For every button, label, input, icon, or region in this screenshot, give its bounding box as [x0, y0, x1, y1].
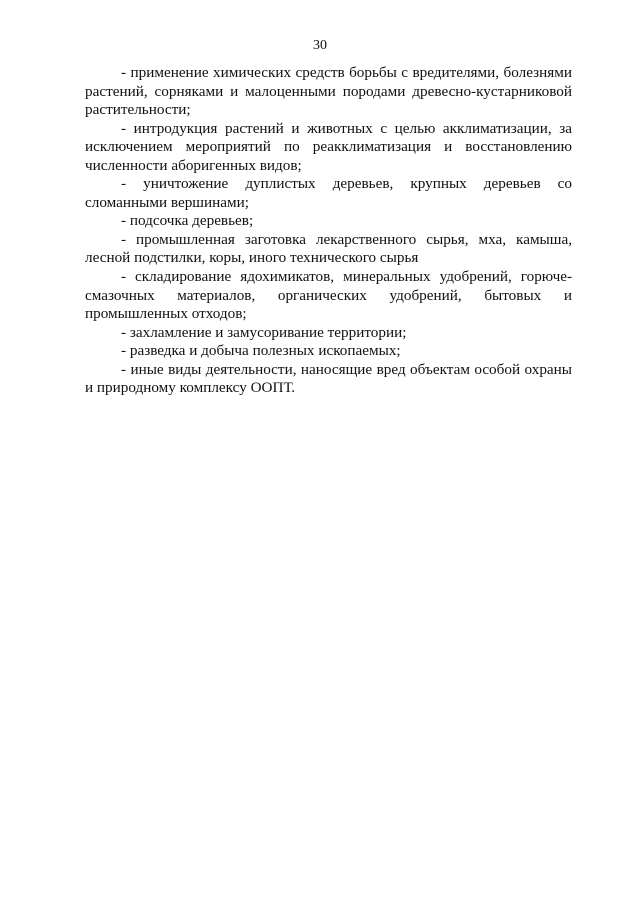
list-item: - уничтожение дуплистых деревьев, крупных деревьев со сломанными вершинами; — [85, 175, 572, 211]
list-item: - применение химических средств борьбы с вредителями, болезнями растений, сорняками и малоценными породами древесно-кустарниковой растительности; — [85, 64, 572, 119]
list-item: - промышленная заготовка лекарственного сырья, мха, камыша, лесной подстилки, коры, иного технического сырья — [85, 230, 572, 267]
list-item: - складирование ядохимикатов, минеральных удобрений, горюче-смазочных материалов, органических удобрений, бытовых и промышленных отходов; — [85, 268, 572, 323]
prohibited-activities-list — [85, 64, 572, 398]
page-number: 30 — [313, 38, 327, 53]
list-item: - иные виды деятельности, наносящие вред объектам особой охраны и природному комплексу ООПТ. — [85, 360, 572, 397]
list-item: - захламление и замусоривание территории; — [121, 323, 407, 341]
list-item: - подсочка деревьев; — [121, 212, 254, 230]
list-item: - разведка и добыча полезных ископаемых; — [121, 342, 401, 360]
list-item: - интродукция растений и животных с целью акклиматизации, за исключением мероприятий по реакклиматизация и восстановлению численности аборигенных видов; — [85, 119, 572, 174]
